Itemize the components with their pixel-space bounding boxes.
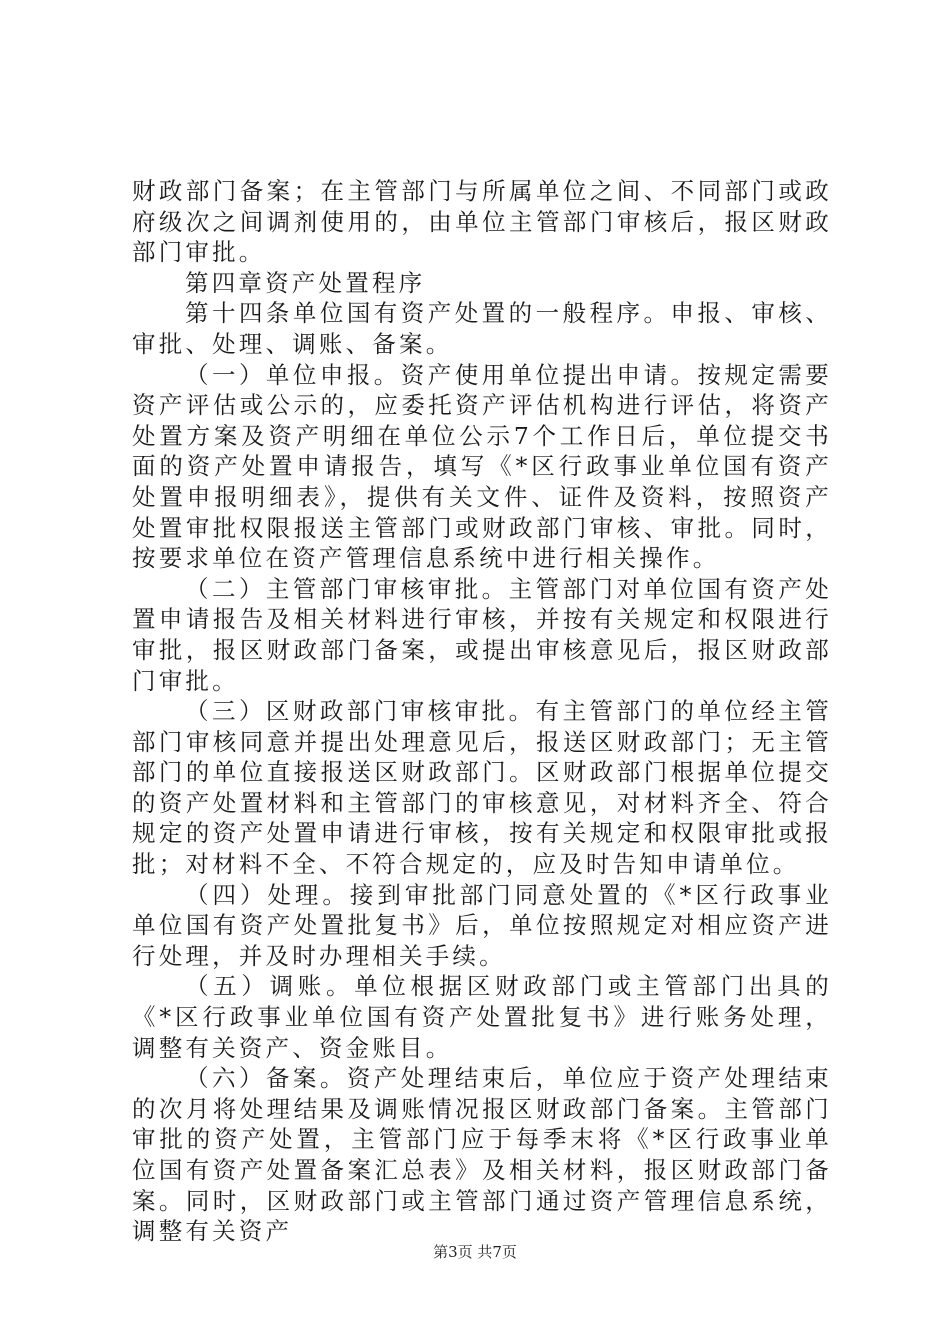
step-one-application: （一）单位申报。资产使用单位提出申请。按规定需要资产评估或公示的，应委托资产评估机构进行评估，将资产处置方案及资产明细在单位公示7个工作日后，单位提交书面的资产处置申请报告，填写《*区行政事业单位国有资产处置申报明细表》，提供有关文件、证件及资料，按照资产处置审批权限报送主管部门或财政部门审核、审批。同时，按要求单位在资产管理信息系统中进行相关操作。 — [132, 360, 832, 573]
step-six-filing: （六）备案。资产处理结束后，单位应于资产处理结束的次月将处理结果及调账情况报区财政部门备案。主管部门审批的资产处置，主管部门应于每季末将《*区行政事业单位国有资产处置备案汇总表》及相关材料，报区财政部门备案。同时，区财政部门或主管部门通过资产管理信息系统，调整有关资产 — [132, 1064, 832, 1246]
step-three-finance-review: （三）区财政部门审核审批。有主管部门的单位经主管部门审核同意并提出处理意见后，报送区财政部门；无主管部门的单位直接报送区财政部门。区财政部门根据单位提交的资产处置材料和主管部门的审核意见，对材料齐全、符合规定的资产处置申请进行审核，按有关规定和权限审批或报批；对材料不全、不符合规定的，应及时告知申请单位。 — [132, 697, 832, 879]
chapter-heading: 第四章资产处置程序 — [185, 268, 426, 297]
step-five-account-adjust: （五）调账。单位根据区财政部门或主管部门出具的《*区行政事业单位国有资产处置批复书》进行账务处理，调整有关资产、资金账目。 — [132, 972, 832, 1062]
article-fourteen: 第十四条单位国有资产处置的一般程序。申报、审核、审批、处理、调账、备案。 — [132, 299, 832, 358]
step-four-processing: （四）处理。接到审批部门同意处置的《*区行政事业单位国有资产处置批复书》后，单位按照规定对相应资产进行处理，并及时办理相关手续。 — [132, 880, 832, 970]
step-two-dept-review: （二）主管部门审核审批。主管部门对单位国有资产处置申请报告及相关材料进行审核，并按有关规定和权限进行审批，报区财政部门备案，或提出审核意见后，报区财政部门审批。 — [132, 574, 832, 695]
page-number-footer: 第3页 共7页 — [433, 1243, 517, 1261]
document-body — [132, 176, 832, 1247]
paragraph-continuation: 财政部门备案；在主管部门与所属单位之间、不同部门或政府级次之间调剂使用的，由单位主管部门审核后，报区财政部门审批。 — [132, 177, 832, 267]
